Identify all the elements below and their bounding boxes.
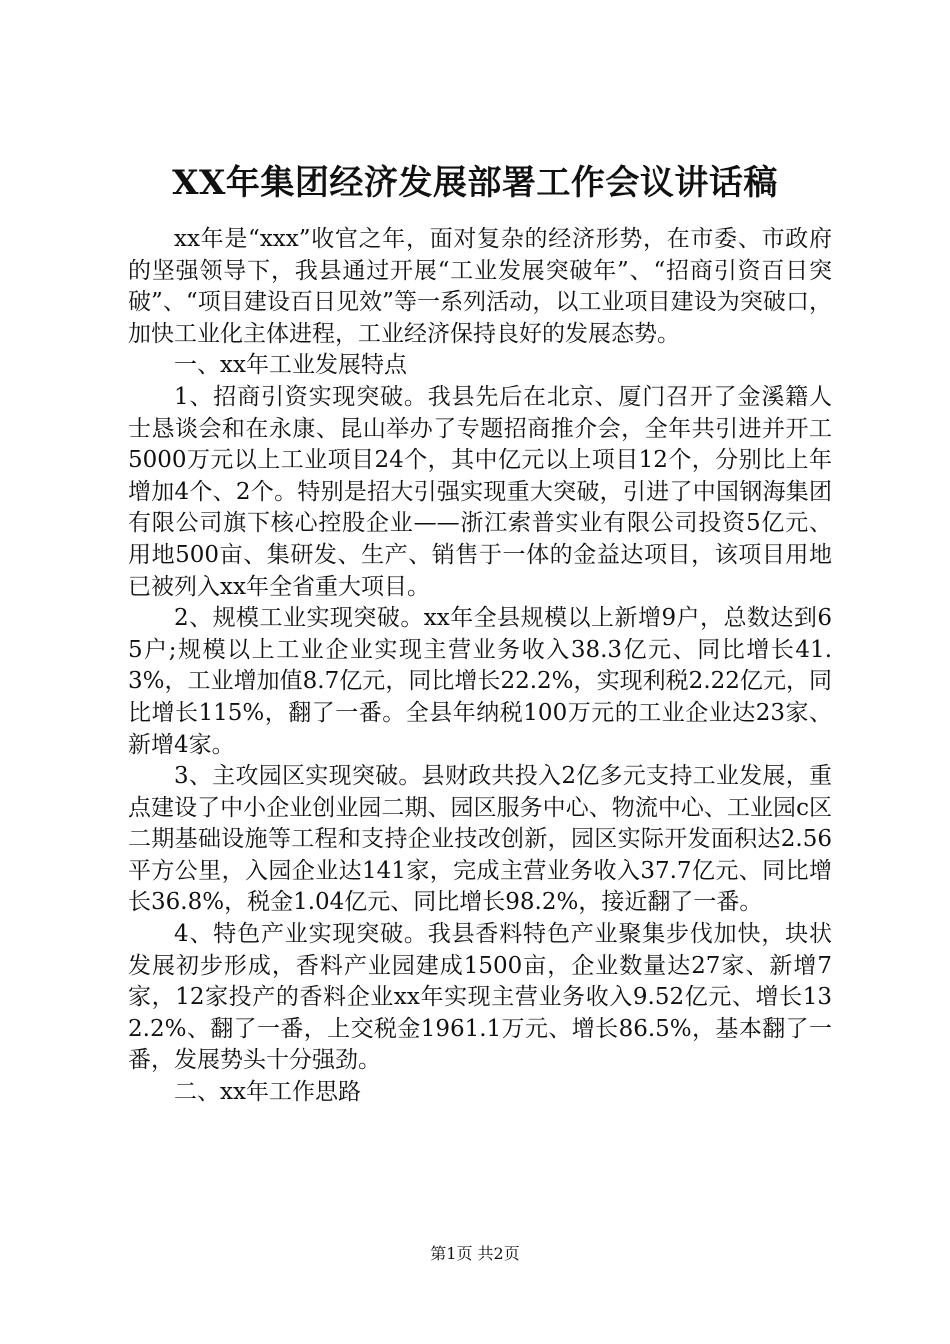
document-title: XX年集团经济发展部署工作会议讲话稿 [172, 163, 778, 203]
paragraph-investment: 1、招商引资实现突破。我县先后在北京、厦门召开了金溪籍人士恳谈会和在永康、昆山举办了专题招商推介会，全年共引进并开工5000万元以上工业项目24个，其中亿元以上项目12个，分别比上年增加4个、2个。特别是招大引强实现重大突破，引进了中国钢海集团有限公司旗下核心控股企业——浙江索普实业有限公司投资5亿元、用地500亩、集研发、生产、销售于一体的金益达项目，该项目用地已被列入xx年全省重大项目。 [128, 383, 832, 600]
section-heading-2: 二、xx年工作思路 [174, 1079, 361, 1106]
paragraph-industrial-park: 3、主攻园区实现突破。县财政共投入2亿多元支持工业发展，重点建设了中小企业创业园二期、园区服务中心、物流中心、工业园c区二期基础设施等工程和支持企业技改创新，园区实际开发面积达2.56平方公里，入园企业达141家，完成主营业务收入37.7亿元、同比增长36.8%，税金1.04亿元、同比增长98.2%，接近翻了一番。 [128, 763, 832, 916]
section-heading-1: 一、xx年工业发展特点 [174, 352, 407, 379]
intro-paragraph: xx年是“xxx”收官之年，面对复杂的经济形势，在市委、市政府的坚强领导下，我县通过开展“工业发展突破年”、“招商引资百日突破”、“项目建设百日见效”等一系列活动，以工业项目建设为突破口，加快工业化主体进程，工业经济保持良好的发展态势。 [128, 226, 832, 347]
document-body [128, 224, 832, 1109]
paragraph-scale-industry: 2、规模工业实现突破。xx年全县规模以上新增9户，总数达到65户;规模以上工业企业实现主营业务收入38.3亿元、同比增长41.3%，工业增加值8.7亿元，同比增长22.2%，实现利税2.22亿元，同比增长115%，翻了一番。全县年纳税100万元的工业企业达23家、新增4家。 [128, 605, 832, 758]
paragraph-specialty-industry: 4、特色产业实现突破。我县香料特色产业聚集步伐加快，块状发展初步形成，香料产业园建成1500亩，企业数量达27家、新增7家，12家投产的香料企业xx年实现主营业务收入9.52亿元、增长132.2%、翻了一番，上交税金1961.1万元、增长86.5%，基本翻了一番，发展势头十分强劲。 [128, 921, 832, 1074]
page-indicator: 第1页 共2页 [430, 1244, 520, 1263]
